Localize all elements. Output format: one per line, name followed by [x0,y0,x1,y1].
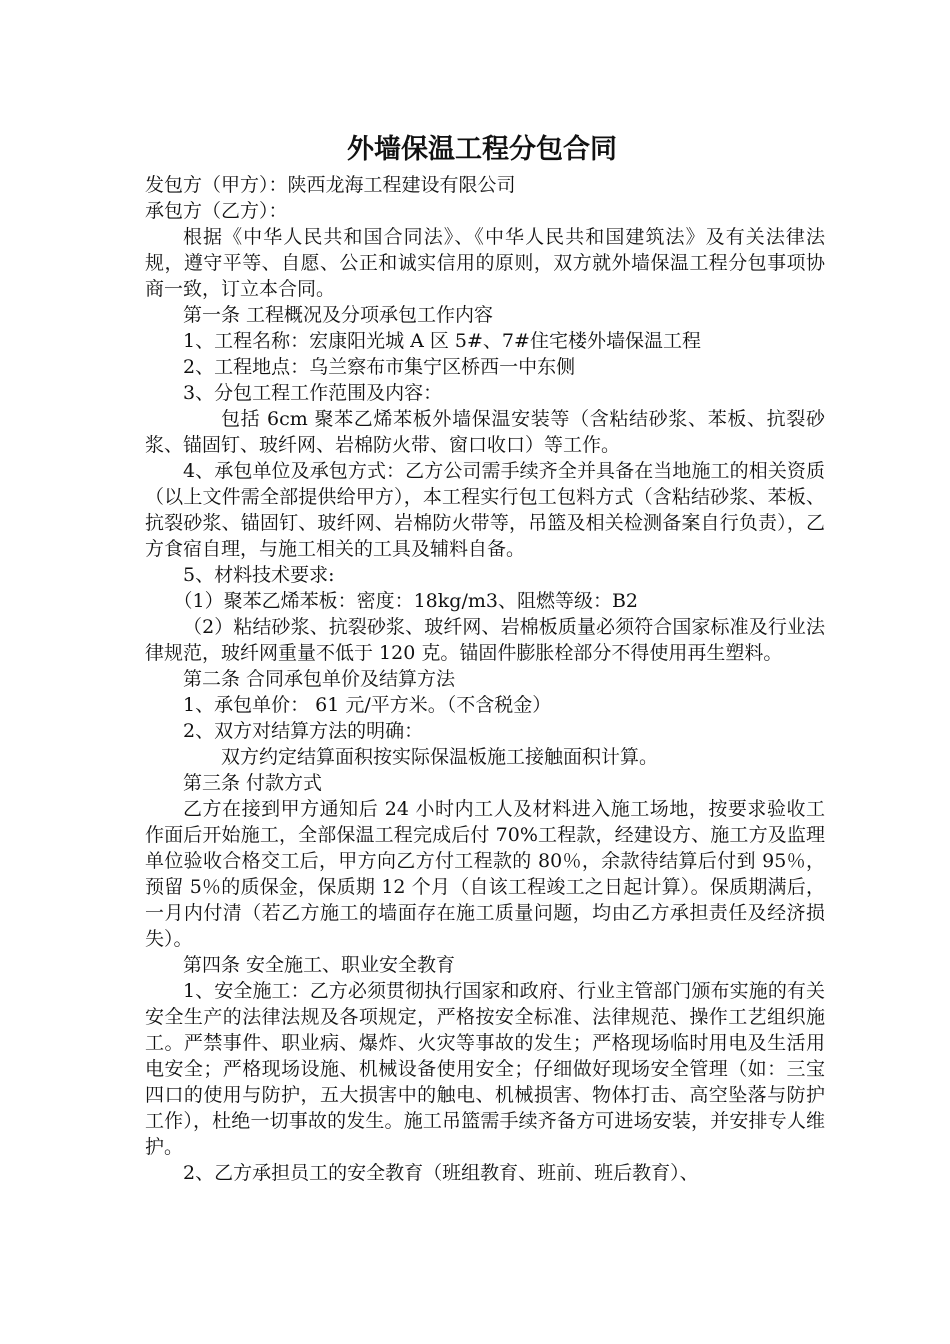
preamble-paragraph: 根据《中华人民共和国合同法》、《中华人民共和国建筑法》及有关法律法规，遵守平等、自愿、公正和诚实信用的原则，双方就外墙保温工程分包事项协商一致，订立本合同。 [145,226,825,300]
article-heading: 第一条 工程概况及分项承包工作内容 [183,304,494,326]
clause-item: 3、分包工程工作范围及内容： [183,382,443,404]
clause-paragraph: 双方约定结算面积按实际保温板施工接触面积计算。 [221,746,659,768]
clause-item: 2、工程地点：乌兰察布市集宁区桥西一中东侧 [183,356,576,378]
clause-paragraph: 1、安全施工：乙方必须贯彻执行国家和政府、行业主管部门颁布实施的有关安全生产的法律法规及各项规定，严格按安全标准、法律规范、操作工艺组织施工。严禁事件、职业病、爆炸、火灾等事故的发生；严格现场临时用电及生活用电安全；严格现场设施、机械设备使用安全；仔细做好现场安全管理（如：三宝四口的使用与防护，五大损害中的触电、机械损害、物体打击、高空坠落与防护工作），杜绝一切事故的发生。施工吊篮需手续齐备方可进场安装，并安排专人维护。 [145,980,825,1158]
party-a-line: 发包方（甲方）：陕西龙海工程建设有限公司 [145,174,516,196]
clause-paragraph: 2、乙方承担员工的安全教育（班组教育、班前、班后教育）、 [183,1162,699,1184]
clause-paragraph: 包括 6cm 聚苯乙烯苯板外墙保温安装等（含粘结砂浆、苯板、抗裂砂浆、锚固钉、玻纤网、岩棉防火带、窗口收口）等工作。 [145,408,825,456]
article-heading: 第三条 付款方式 [183,772,323,794]
sub-clause-paragraph: （2）粘结砂浆、抗裂砂浆、玻纤网、岩棉板质量必须符合国家标准及行业法律规范，玻纤网重量不低于 120 克。锚固件膨胀栓部分不得使用再生塑料。 [145,616,825,664]
clause-item: 5、材料技术要求: [183,564,335,586]
document-title: 外墙保温工程分包合同 [347,134,617,165]
article-heading: 第四条 安全施工、职业安全教育 [183,954,456,976]
clause-item: 1、工程名称：宏康阳光城 A 区 5#、7#住宅楼外墙保温工程 [183,330,701,352]
clause-item: 2、双方对结算方法的明确： [183,720,424,742]
clause-item: 1、承包单价： 61 元/平方米。（不含税金） [183,694,552,716]
clause-paragraph: 乙方在接到甲方通知后 24 小时内工人及材料进入施工场地，按要求验收工作面后开始施工，全部保温工程完成后付 70%工程款，经建设方、施工方及监理单位验收合格交工后，甲方向乙方付工程款的 80％，余款待结算后付到 95％，预留 5％的质保金，保质期 12 个月（自该工程竣工之日起计算）。保质期满后，一月内付清（若乙方施工的墙面存在施工质量问题，均由乙方承担责任及经济损失）。 [145,798,825,950]
article-heading: 第二条 合同承包单价及结算方法 [183,668,456,690]
document-body [145,172,825,1186]
clause-paragraph: 4、承包单位及承包方式：乙方公司需手续齐全并具备在当地施工的相关资质（以上文件需全部提供给甲方），本工程实行包工包料方式（含粘结砂浆、苯板、抗裂砂浆、锚固钉、玻纤网、岩棉防火带等，吊篮及相关检测备案自行负责），乙方食宿自理，与施工相关的工具及辅料自备。 [145,460,825,560]
party-b-line: 承包方（乙方）： [145,200,288,222]
sub-clause-item: （1）聚苯乙烯苯板：密度：18kg/m3、阻燃等级：B2 [173,590,638,612]
